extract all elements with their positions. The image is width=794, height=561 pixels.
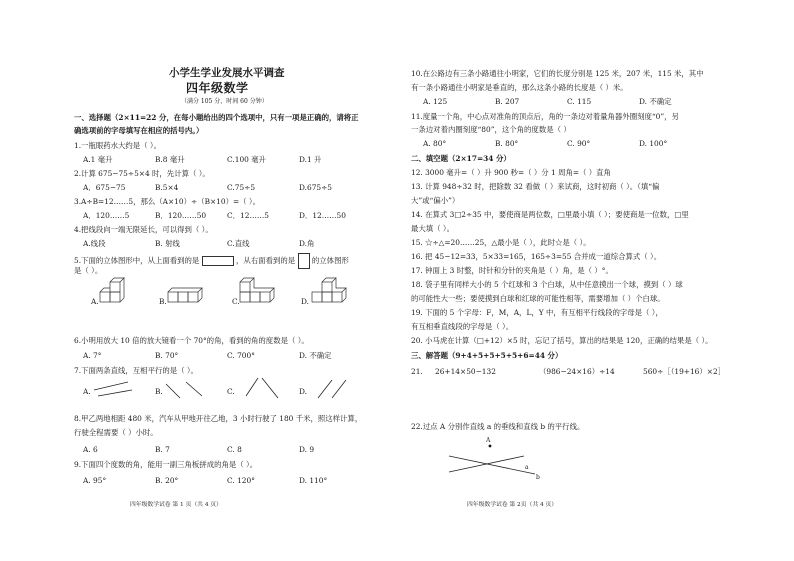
question-16: 16. 把 45−12=33，5×33=165，165÷3=55 合并成一道综合算式（ ）。 bbox=[411, 252, 662, 261]
q2-option-c[interactable]: C.75÷5 bbox=[227, 183, 256, 192]
q11-option-b[interactable]: B. 80° bbox=[495, 139, 519, 148]
q4-option-a[interactable]: A.线段 bbox=[83, 239, 106, 248]
question-4: 4.把线段向一端无限延长，可以得到（ ）。 bbox=[74, 225, 213, 234]
q6-option-c[interactable]: C. 700° bbox=[227, 351, 255, 360]
q5-text-b: ，从右面看到的是 bbox=[236, 256, 296, 265]
question-10-cont: 有一条小路通往小明家是垂直的，那么这条小路的长度是（ ）米。 bbox=[411, 83, 628, 92]
question-14-cont: 最大填（ ）。 bbox=[411, 224, 454, 233]
q7-option-b[interactable]: B. bbox=[155, 387, 163, 396]
q1-option-d[interactable]: D.1 升 bbox=[299, 155, 322, 164]
q8-option-c[interactable]: C. 8 bbox=[227, 445, 242, 454]
q11-option-d[interactable]: D. 100° bbox=[639, 139, 668, 148]
q2-option-b[interactable]: B.5×4 bbox=[155, 183, 179, 192]
question-7: 7.下面两条直线，互相平行的是（ ）。 bbox=[74, 366, 198, 375]
q3-option-c[interactable]: C．12……5 bbox=[227, 211, 269, 220]
q7-option-a[interactable]: A. bbox=[83, 387, 91, 396]
q2-option-d[interactable]: D.675÷5 bbox=[299, 183, 333, 192]
q4-option-d[interactable]: D.角 bbox=[299, 239, 315, 248]
q8-option-a[interactable]: A. 6 bbox=[83, 445, 98, 454]
question-22: 22.过点 A 分别作直线 a 的垂线和直线 b 的平行线。 bbox=[411, 422, 585, 431]
question-3: 3.A÷B=12……5，那么（A×10）÷（B×10）=（ ）。 bbox=[74, 197, 260, 206]
parallel-lines-c bbox=[244, 378, 284, 400]
section2-heading: 二、填空题（2×17=34 分） bbox=[411, 154, 511, 163]
q2-option-a[interactable]: A．675−75 bbox=[83, 183, 126, 192]
q3-option-d[interactable]: D．12……50 bbox=[299, 211, 346, 220]
parallel-lines-a bbox=[94, 380, 134, 400]
q5-text-a: 5.下面的立体图形中，从上面看到的是 bbox=[74, 256, 200, 265]
question-18-cont: 的可能性大一些；要使摸到白球和红球的可能性相等，需要增加（ ）个白球。 bbox=[411, 294, 665, 303]
q10-option-c[interactable]: C. 115 bbox=[567, 97, 592, 106]
section1-heading: 一、选择题（2×11=22 分，在每小题给出的四个选项中，只有一项是正确的，请将正 bbox=[74, 113, 359, 122]
q5-option-d[interactable]: D. bbox=[301, 297, 310, 306]
question-17: 17. 钟面上 3 时整，时针和分针的夹角是（ ）角，是（ ）°。 bbox=[411, 266, 613, 275]
exam-subtitle: 四年级数学 bbox=[186, 81, 249, 95]
point-a-dot bbox=[489, 445, 492, 448]
q21-expression-3: 560÷［（19+16）×2］ bbox=[643, 367, 726, 376]
cube-figure-b bbox=[166, 280, 206, 306]
q9-option-c[interactable]: C. 120° bbox=[227, 476, 255, 485]
question-5-cont: 是（ ）。 bbox=[74, 266, 103, 275]
q6-option-d[interactable]: D. 不确定 bbox=[299, 351, 332, 360]
q8-option-b[interactable]: B. 7 bbox=[155, 445, 170, 454]
q6-option-b[interactable]: B. 70° bbox=[155, 351, 179, 360]
right-page bbox=[397, 0, 794, 561]
exam-title: 小学生学业发展水平调查 bbox=[169, 67, 285, 79]
question-13-cont: 大”或“偏小”） bbox=[411, 196, 460, 205]
q5-option-b[interactable]: B. bbox=[159, 297, 167, 306]
q22-diagram bbox=[397, 0, 794, 561]
q7-option-d[interactable]: D. bbox=[299, 387, 308, 396]
q3-option-b[interactable]: B．120……50 bbox=[155, 211, 207, 220]
q9-option-b[interactable]: B. 20° bbox=[155, 476, 179, 485]
right-view-figure bbox=[298, 253, 310, 269]
question-14: 14. 在算式 3□2÷35 中，要使商是两位数，□里最小填（ ）；要使商是一位数，□里 bbox=[411, 210, 689, 219]
left-page-footer: 四年级数学试卷 第 1 页（共 4 页） bbox=[130, 502, 222, 508]
q7-option-c[interactable]: C. bbox=[227, 387, 235, 396]
q9-option-a[interactable]: A. 95° bbox=[83, 476, 107, 485]
q11-option-c[interactable]: C. 90° bbox=[567, 139, 591, 148]
question-19-cont: 有互相垂直线段的字母是（ ）。 bbox=[411, 322, 514, 331]
q11-option-a[interactable]: A. 80° bbox=[423, 139, 447, 148]
question-1: 1.一瓶眼药水大约是（ ）。 bbox=[74, 141, 161, 150]
question-12: 12. 3000 毫升=（ ）升 900 秒=（ ）分 1 周角=（ ）直角 bbox=[411, 168, 611, 177]
q21-expression-2: （986−24×16）÷14 bbox=[539, 367, 615, 376]
question-11: 11.度量一个角，中心点对准角的顶点后，角的一条边对着量角器外圈刻度“0”，另 bbox=[411, 112, 679, 121]
question-8-cont: 行驶全程需要（ ）小时。 bbox=[74, 428, 158, 437]
top-view-figure bbox=[202, 256, 234, 266]
question-5 bbox=[74, 253, 349, 269]
section3-heading: 三、解答题（9+4+5+5+5+5+6=44 分） bbox=[411, 351, 563, 360]
q4-option-b[interactable]: B. 射线 bbox=[155, 239, 180, 248]
question-9: 9.下面四个度数的角，能用一副三角板拼成的角是（ ）。 bbox=[74, 460, 258, 469]
right-page-footer: 四年级数学试卷 第 2页（共 4 页） bbox=[467, 502, 558, 508]
q5-option-a[interactable]: A. bbox=[91, 297, 99, 306]
question-20: 20. 小马虎在计算（□+12）×5 时，忘记了括号，算出的结果是 120，正确的结果是（ ）。 bbox=[411, 336, 713, 345]
q9-option-d[interactable]: D. 110° bbox=[299, 476, 328, 485]
line-a-label: a bbox=[525, 464, 529, 471]
q1-option-a[interactable]: A.1 毫升 bbox=[83, 155, 113, 164]
q4-option-c[interactable]: C.直线 bbox=[227, 239, 250, 248]
question-10: 10.在公路边有三条小路通往小明家，它们的长度分别是 125 米，207 米，115 米，其中 bbox=[411, 69, 704, 78]
section1-heading-cont: 确选项前的字母填写在相应的括号内。） bbox=[74, 126, 204, 135]
q8-option-d[interactable]: D. 9 bbox=[299, 445, 315, 454]
cube-figure-a bbox=[98, 280, 132, 306]
question-21-label: 21. bbox=[411, 367, 423, 376]
q1-option-b[interactable]: B.8 毫升 bbox=[155, 155, 185, 164]
point-a-label: A bbox=[486, 437, 491, 444]
q5-text-c: 的立体图形 bbox=[311, 256, 349, 265]
question-18: 18. 袋子里有同样大小的 5 个红球和 3 个白球，从中任意摸出一个球，摸到（ ）球 bbox=[411, 280, 683, 289]
q10-option-a[interactable]: A. 125 bbox=[423, 97, 448, 106]
question-11-cont: 一条边对着内圈刻度“80”，这个角的度数是（ ） bbox=[411, 125, 571, 134]
q6-option-a[interactable]: A. 7° bbox=[83, 351, 102, 360]
q10-option-d[interactable]: D. 不确定 bbox=[639, 97, 672, 106]
line-b bbox=[449, 456, 535, 474]
cube-figure-c bbox=[238, 278, 280, 306]
q21-expression-1: 26+14×50−132 bbox=[435, 367, 496, 376]
q1-option-c[interactable]: C.100 毫升 bbox=[227, 155, 266, 164]
q5-option-c[interactable]: C. bbox=[232, 297, 240, 306]
question-8: 8.甲乙两地相距 480 米，汽车从甲地开往乙地，3 小时行驶了 180 千米，照这样计算， bbox=[74, 414, 363, 423]
exam-meta: （满分 105 分，时间 60 分钟） bbox=[181, 98, 268, 105]
parallel-lines-d bbox=[316, 378, 356, 400]
parallel-lines-b bbox=[166, 380, 206, 400]
q10-option-b[interactable]: B. 207 bbox=[495, 97, 520, 106]
question-13: 13. 计算 948÷32 时，把除数 32 看做（ ）来试商，这时初商（ ）。（填“偏 bbox=[411, 182, 660, 191]
question-19: 19. 下面的 5 个字母：F，M，A，L，Y 中，有互相平行线段的字母是（ ）， bbox=[411, 308, 663, 317]
cube-figure-d bbox=[310, 278, 352, 306]
question-2: 2.计算 675−75÷5×4 时，先计算（ ）。 bbox=[74, 169, 210, 178]
question-15: 15. ☆÷△=20……25，△最小是（ ），此时☆是（ ）。 bbox=[411, 238, 591, 247]
q3-option-a[interactable]: A．120……5 bbox=[83, 211, 130, 220]
line-b-label: b bbox=[536, 474, 540, 481]
question-6: 6.小明用放大 10 倍的放大镜看一个 70°的角，看到的角的度数是（ ）。 bbox=[74, 336, 309, 345]
